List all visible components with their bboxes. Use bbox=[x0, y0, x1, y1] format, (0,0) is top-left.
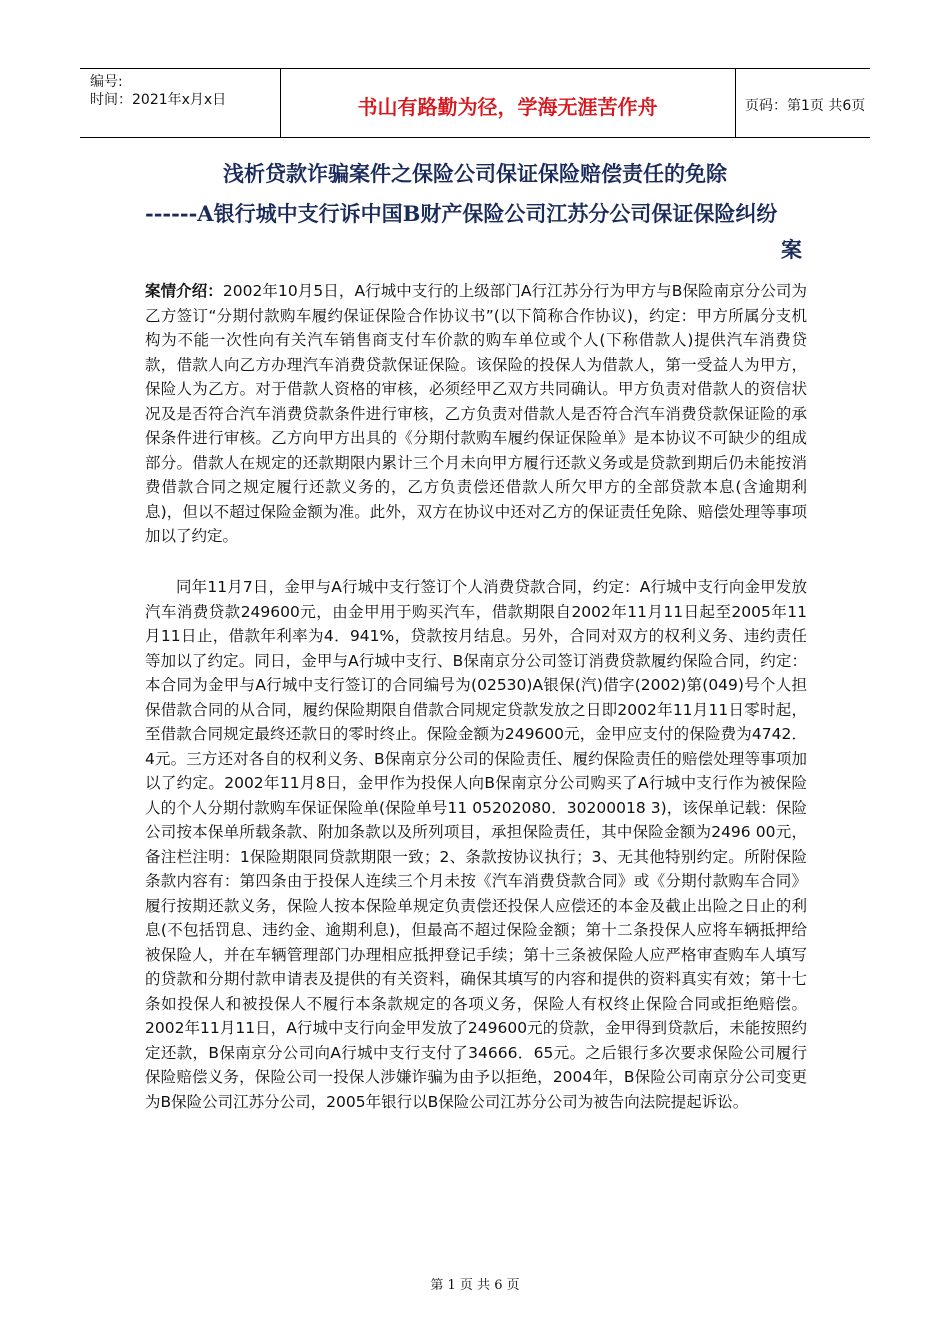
header-motto: 书山有路勤为径，学海无涯苦作舟 bbox=[357, 95, 658, 119]
header-time-label: 时间：2021年x月x日 bbox=[90, 92, 227, 108]
header-page-cell bbox=[735, 69, 870, 137]
case-intro-paragraph bbox=[145, 279, 807, 549]
header-page-info: 页码：第1页 共6页 bbox=[745, 98, 866, 114]
case-intro-lead: 案情介绍： bbox=[145, 282, 223, 300]
header-code-label: 编号: bbox=[90, 74, 123, 90]
document-title-line2: ------A银行城中支行诉中国B财产保险公司江苏分公司保证保险纠纷 bbox=[145, 201, 778, 226]
header-motto-cell bbox=[280, 69, 736, 137]
case-detail-paragraph: 同年11月7日，金甲与A行城中支行签订个人消费贷款合同，约定：A行城中支行向金甲发放汽车消费贷款249600元，由金甲用于购买汽车，借款期限自2002年11月11日起至2005年11月11日止，借款年利率为4．941%，贷款按月结息。另外，合同对双方的权利义务、违约责任等加以了约定。同日，金甲与A行城中支行、B保南京分公司签订消费贷款履约保险合同，约定：本合同为金甲与A行城中支行签订的合同编号为(02530)A银保(汽)借字(2002)第(049)号个人担保借款合同的从合同，履约保险期限自借款合同规定贷款发放之日即2002年11月11日零时起，至借款合同规定最终还款日的零时终止。保险金额为249600元，金甲应支付的保险费为4742．4元。三方还对各自的权利义务、B保南京分公司的保险责任、履约保险责任的赔偿处理等事项加以了约定。2002年11月8日，金甲作为投保人向B保南京分公司购买了A行城中支行作为被保险人的个人分期付款购车保证保险单(保险单号11 05202080．30200018 3)，该保单记载：保险公司按本保单所载条款、附加条款以及所列项目，承担保险责任，其中保险金额为2496 00元，备注栏注明：1保险期限同贷款期限一致；2、条款按协议执行；3、无其他特别约定。所附保险条款内容有：第四条由于投保人连续三个月未按《汽车消费贷款合同》或《分期付款购车合同》履行按期还款义务，保险人按本保险单规定负责偿还投保人应偿还的本金及截止出险之日止的利息(不包括罚息、违约金、逾期利息)，但最高不超过保险金额；第十二条投保人应将车辆抵押给被保险人，并在车辆管理部门办理相应抵押登记手续；第十三条被保险人应严格审查购车人填写的贷款和分期付款申请表及提供的有关资料，确保其填写的内容和提供的资料真实有效；第十七条如投保人和被投保人不履行本条款规定的各项义务，保险人有权终止保险合同或拒绝赔偿。2002年11月11日，A行城中支行向金甲发放了249600元的贷款，金甲得到贷款后，未能按照约定还款，B保南京分公司向A行城中支行支付了34666．65元。之后银行多次要求保险公司履行保险赔偿义务，保险公司一投保人涉嫌诈骗为由予以拒绝，2004年，B保险公司南京分公司变更为B保险公司江苏分公司，2005年银行以B保险公司江苏分公司为被告向法院提起诉讼。 bbox=[145, 578, 807, 1111]
page-header bbox=[80, 68, 870, 138]
header-meta-cell bbox=[80, 69, 281, 137]
case-intro-text: 2002年10月5日，A行城中支行的上级部门A行江苏分行为甲方与B保险南京分公司为乙方签订“分期付款购车履约保证保险合作协议书”(以下简称合作协议)，约定：甲方所属分支机构为不能一次性向有关汽车销售商支付车价款的购车单位或个人(下称借款人)提供汽车消费贷款，借款人向乙方办理汽车消费贷款保证保险。该保险的投保人为借款人，第一受益人为甲方，保险人为乙方。对于借款人资格的审核，必须经甲乙双方共同确认。甲方负责对借款人的资信状况及是否符合汽车消费贷款条件进行审核，乙方负责对借款人是否符合汽车消费贷款保证险的承保条件进行审核。乙方向甲方出具的《分期付款购车履约保证保险单》是本协议不可缺少的组成部分。借款人在规定的还款期限内累计三个月未向甲方履行还款义务或是贷款到期后仍未能按消费借款合同之规定履行还款义务的，乙方负责偿还借款人所欠甲方的全部贷款本息(含逾期利息)，但以不超过保险金额为准。此外，双方在协议中还对乙方的保证责任免除、赔偿处理等事项加以了约定。 bbox=[145, 282, 807, 545]
page-footer: 第 1 页 共 6 页 bbox=[430, 1278, 520, 1293]
document-title-line1: 浅析贷款诈骗案件之保险公司保证保险赔偿责任的免除 bbox=[223, 161, 727, 186]
document-title-line3: 案 bbox=[781, 237, 802, 262]
